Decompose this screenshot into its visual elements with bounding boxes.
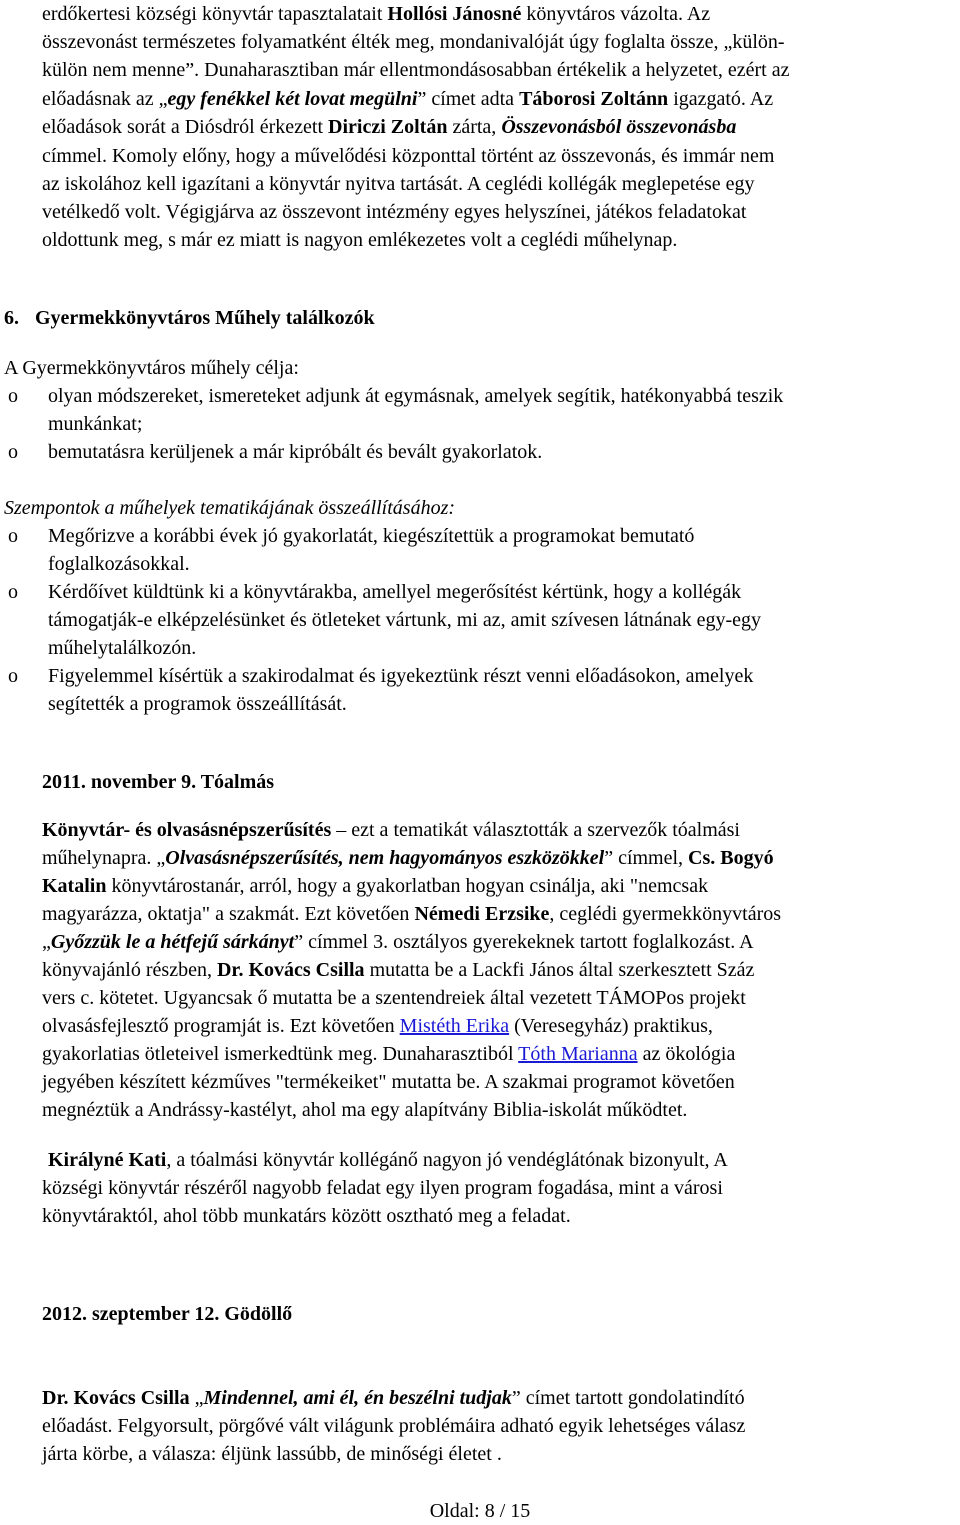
event-date-heading: 2012. szeptember 12. Gödöllő: [42, 1303, 293, 1325]
list-item-continued: munkánkat;: [48, 413, 143, 435]
person-name: Dr. Kovács Csilla: [216, 959, 365, 981]
text-line: erdőkertesi községi könyvtár tapasztalatait Hollósi Jánosné könyvtáros vázolta. Az: [42, 3, 711, 25]
text-line: gyakorlatias ötleteivel ismerkedtünk meg. Dunaharasztiból Tóth Marianna az ökológia: [42, 1043, 736, 1065]
list-item-continued: támogatják-e elképzelésünket és ötleteket vártunk, mi az, amit szívesen látnának egy-egy: [48, 609, 762, 631]
bullet-marker: o: [8, 441, 18, 463]
text-line: községi könyvtár részéről nagyobb feladat egy ilyen program fogadása, mint a városi: [42, 1177, 723, 1199]
aspects-label: Szempontok a műhelyek tematikájának összeállításához:: [4, 497, 456, 519]
lecture-title: Összevonásból összevonásba: [501, 116, 737, 138]
person-name: Hollósi Jánosné: [387, 3, 522, 25]
page-number: Oldal: 8 / 15: [429, 1500, 531, 1522]
text-line: összevonást természetes folyamatként élték meg, mondanivalóját úgy foglalta össze, „külön-: [42, 31, 785, 53]
text-line: jegyében készített kézműves "termékeiket" mutatta be. A szakmai programot követően: [42, 1071, 735, 1093]
person-name: Királyné Kati: [48, 1149, 167, 1171]
lecture-title: egy fenékkel két lovat megülni: [167, 88, 418, 110]
person-name: Némedi Erzsike: [414, 903, 550, 925]
person-name: Táborosi Zoltánn: [519, 88, 669, 110]
text-line: külön nem menne”. Dunaharasztiban már ellentmondásosabban értékelik a helyzetet, ezért az: [42, 59, 790, 81]
list-item: Megőrizve a korábbi évek jó gyakorlatát, kiegészítettük a programokat bemutató: [48, 525, 695, 547]
text-line: az iskolához kell igazítani a könyvtár nyitva tartását. A ceglédi kollégák meglepetése egy: [42, 173, 755, 195]
text-line: vers c. kötetet. Ugyancsak ő mutatta be a szentendreiek által vezetett TÁMOPos projekt: [42, 987, 746, 1009]
section-title: Gyermekkönyvtáros Műhely találkozók: [35, 307, 375, 329]
person-name: Diriczi Zoltán: [328, 116, 448, 138]
text-line: címmel. Komoly előny, hogy a művelődési központtal történt az összevonás, és immár nem: [42, 145, 775, 167]
list-item-continued: segítették a programok összeállítását.: [48, 693, 347, 715]
text-line: könyvtáraktól, ahol több munkatárs között osztható meg a feladat.: [42, 1205, 571, 1227]
text-line: könyvajánló részben, Dr. Kovács Csilla mutatta be a Lackfi János által szerkesztett Száz: [42, 959, 755, 981]
text-line: olvasásfejlesztő programját is. Ezt követően Mistéth Erika (Veresegyház) praktikus,: [42, 1015, 713, 1037]
text-line: előadásnak az „egy fenékkel két lovat megülni” címet adta Táborosi Zoltánn igazgató. Az: [42, 88, 774, 110]
list-item-continued: műhelytalálkozón.: [48, 637, 197, 659]
text-line: Királyné Kati, a tóalmási könyvtár kollégánő nagyon jó vendéglátónak bizonyult, A: [48, 1149, 728, 1171]
bullet-marker: o: [8, 581, 18, 603]
lecture-title: Mindennel, ami él, én beszélni tudjak: [203, 1387, 512, 1409]
text-line: magyarázza, oktatja" a szakmát. Ezt követően Némedi Erzsike, ceglédi gyermekkönyvtáros: [42, 903, 782, 925]
topic-title: Könyvtár- és olvasásnépszerűsítés: [42, 819, 332, 841]
text-line: vetélkedő volt. Végigjárva az összevont intézmény egyes helyszínei, játékos feladatokat: [42, 201, 747, 223]
section-number: 6.: [4, 307, 19, 329]
person-name: Dr. Kovács Csilla: [42, 1387, 190, 1409]
text-line: megnéztük a Andrássy-kastélyt, ahol ma egy alapítvány Biblia-iskolát működtet.: [42, 1099, 688, 1121]
text-line: „Győzzük le a hétfejű sárkányt” címmel 3. osztályos gyerekeknek tartott foglalkozást. A: [42, 931, 754, 953]
lecture-title: Olvasásnépszerűsítés, nem hagyományos eszközökkel: [165, 847, 605, 869]
list-item: Kérdőívet küldtünk ki a könyvtárakba, amellyel megerősítést kértünk, hogy a kollégák: [48, 581, 742, 603]
bullet-marker: o: [8, 525, 18, 547]
purpose-label: A Gyermekkönyvtáros műhely célja:: [4, 357, 299, 379]
text-line: oldottunk meg, s már ez miatt is nagyon emlékezetes volt a ceglédi műhelynap.: [42, 229, 678, 251]
list-item-continued: foglalkozásokkal.: [48, 553, 190, 575]
text-line: járta körbe, a válasza: éljünk lassúbb, de minőségi életet .: [42, 1443, 502, 1465]
person-link-misteth-erika[interactable]: Mistéth Erika: [399, 1015, 510, 1037]
list-item: olyan módszereket, ismereteket adjunk át egymásnak, amelyek segítik, hatékonyabbá teszik: [48, 385, 784, 407]
text-line: előadások sorát a Diósdról érkezett Diriczi Zoltán zárta, Összevonásból összevonásba: [42, 116, 737, 138]
text-line: Könyvtár- és olvasásnépszerűsítés – ezt a tematikát választották a szervezők tóalmási: [42, 819, 740, 841]
lecture-title: Győzzük le a hétfejű sárkányt: [50, 931, 295, 953]
list-item: Figyelemmel kísértük a szakirodalmat és igyekeztünk részt venni előadásokon, amelyek: [48, 665, 754, 687]
section-heading: [4, 304, 375, 332]
text-line: Katalin könyvtárostanár, arról, hogy a gyakorlatban hogyan csinálja, aki "nemcsak: [42, 875, 709, 897]
text-line: műhelynapra. „Olvasásnépszerűsítés, nem hagyományos eszközökkel” címmel, Cs. Bogyó: [42, 847, 774, 869]
text-line: előadást. Felgyorsult, pörgővé vált világunk problémáira adható egyik lehetséges válasz: [42, 1415, 746, 1437]
list-item: bemutatásra kerüljenek a már kipróbált és bevált gyakorlatok.: [48, 441, 543, 463]
person-name: Katalin: [42, 875, 107, 897]
bullet-marker: o: [8, 385, 18, 407]
person-name: Cs. Bogyó: [688, 847, 774, 869]
event-date-heading: 2011. november 9. Tóalmás: [42, 771, 275, 793]
text-line: Dr. Kovács Csilla „Mindennel, ami él, én beszélni tudjak” címet tartott gondolatindító: [42, 1387, 745, 1409]
person-link-toth-marianna[interactable]: Tóth Marianna: [518, 1043, 638, 1065]
bullet-marker: o: [8, 665, 18, 687]
